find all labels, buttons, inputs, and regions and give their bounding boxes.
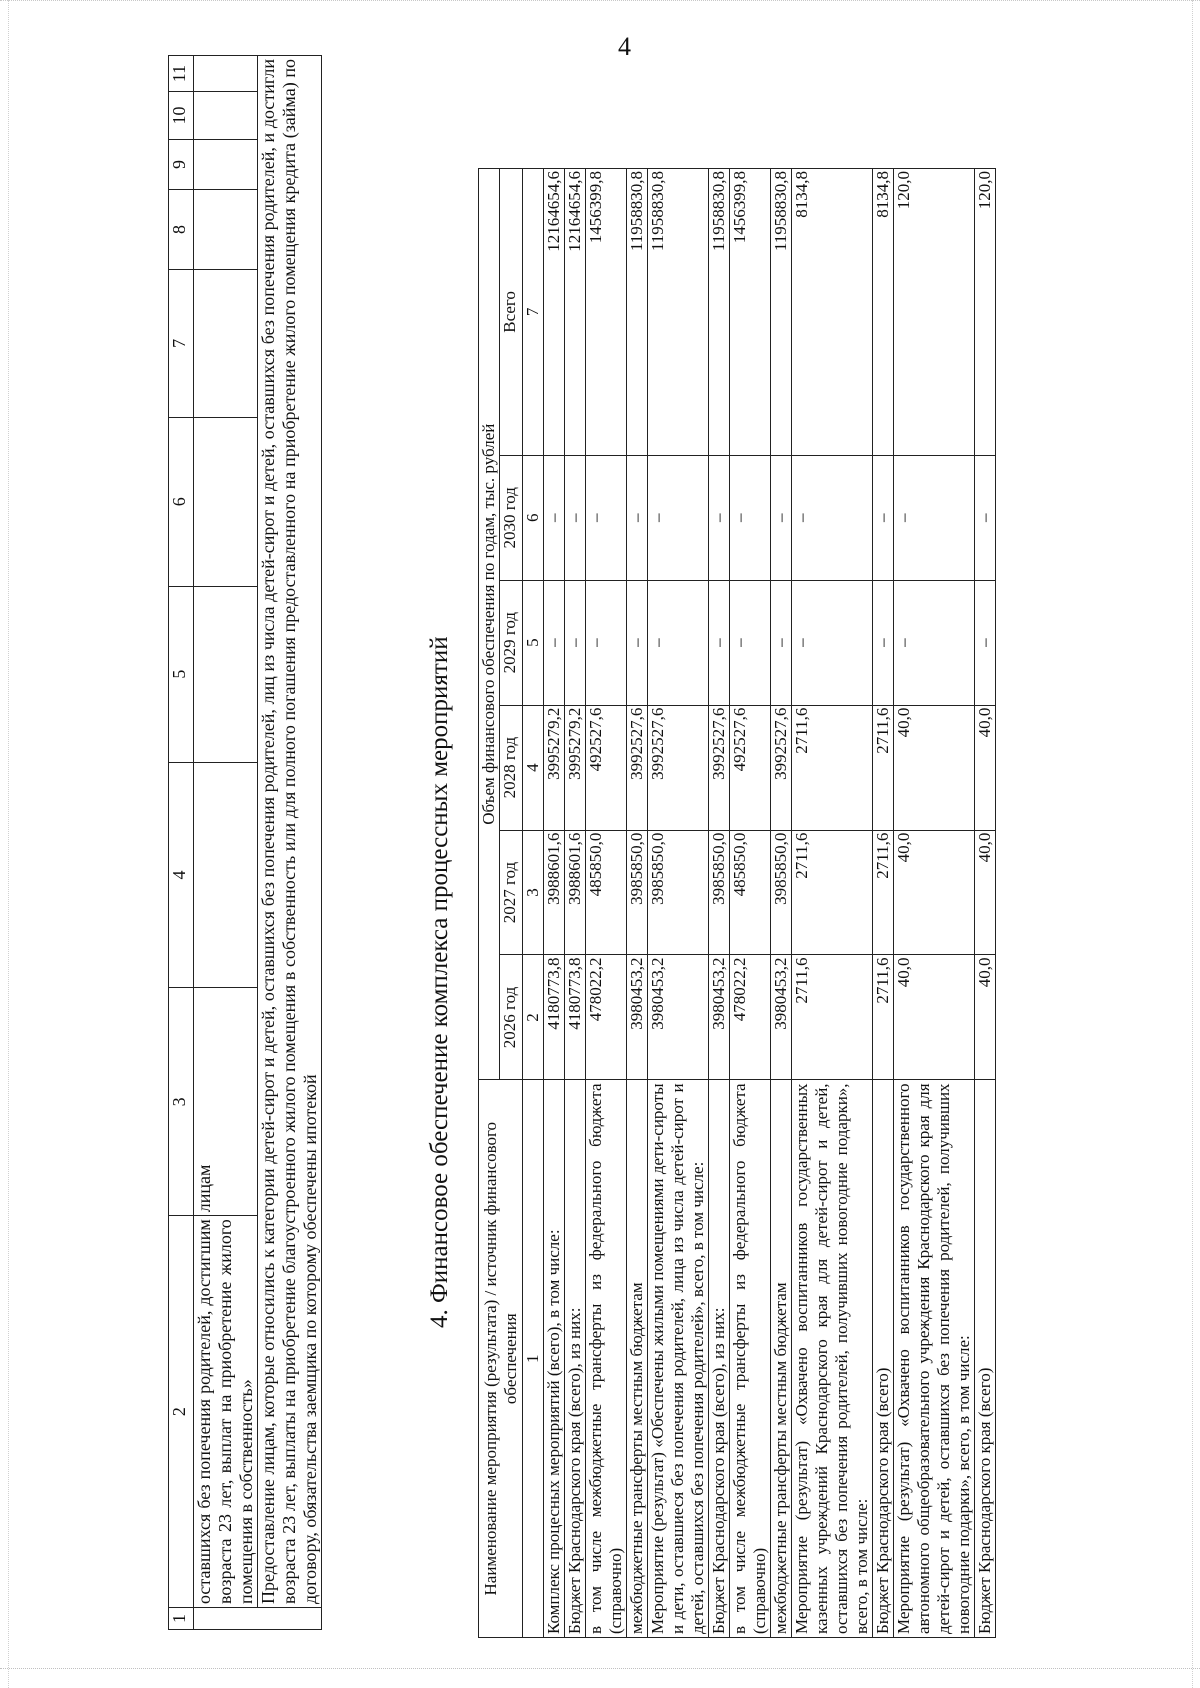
row-value: 3988601,6 — [544, 830, 565, 955]
scan-edge-left — [8, 0, 10, 1688]
row-value: – — [648, 580, 709, 705]
table-cell — [194, 189, 258, 269]
col-num: 9 — [169, 140, 194, 190]
row-value: 3985850,0 — [709, 830, 730, 955]
row-value: 40,0 — [975, 955, 996, 1080]
col-index: 4 — [523, 705, 544, 830]
row-value: 3995279,2 — [544, 705, 565, 830]
row-value: 8134,8 — [792, 169, 873, 456]
table-row — [586, 169, 627, 1638]
row-value: 11958830,8 — [648, 169, 709, 456]
table-row — [544, 169, 565, 1638]
row-value: 2711,6 — [873, 830, 894, 955]
row-value: – — [873, 580, 894, 705]
row-value: 2711,6 — [792, 830, 873, 955]
col-num: 11 — [169, 56, 194, 92]
col-index: 6 — [523, 455, 544, 580]
row-value: 3992527,6 — [627, 705, 648, 830]
table-row — [709, 169, 730, 1638]
table-row — [873, 169, 894, 1638]
table-row — [648, 169, 709, 1638]
row-value: 478022,2 — [586, 955, 627, 1080]
row-value: 40,0 — [894, 830, 975, 955]
row-value: 3980453,2 — [648, 955, 709, 1080]
row-name: Бюджет Краснодарского края (всего), из них: — [709, 1080, 730, 1638]
year-header: 2026 год — [500, 955, 523, 1080]
row-value: – — [771, 455, 792, 580]
table-cell — [194, 586, 258, 762]
row-value: 4180773,8 — [544, 955, 565, 1080]
col-num: 1 — [169, 1608, 194, 1630]
section-title: 4. Финансовое обеспечение комплекса процессных мероприятий — [426, 636, 453, 1328]
table-cell — [194, 1608, 322, 1630]
row-name: межбюджетные трансферты местным бюджетам — [627, 1080, 648, 1638]
row-value: – — [730, 580, 771, 705]
table-row — [194, 56, 258, 1630]
row-name: Комплекс процесных мероприятий (всего), в том числе: — [544, 1080, 565, 1638]
row-value: 3980453,2 — [627, 955, 648, 1080]
row-value: 478022,2 — [730, 955, 771, 1080]
row-value: – — [771, 580, 792, 705]
table-cell: лицам — [194, 988, 258, 1216]
row-name: Бюджет Краснодарского края (всего), из них: — [565, 1080, 586, 1638]
row-value: 11958830,8 — [627, 169, 648, 456]
col-num: 10 — [169, 92, 194, 140]
row-value: 120,0 — [975, 169, 996, 456]
col-index: 2 — [523, 955, 544, 1080]
col-num: 5 — [169, 586, 194, 762]
row-value: 11958830,8 — [709, 169, 730, 456]
col-num: 8 — [169, 189, 194, 269]
row-name: Мероприятие (результат) «Охвачено воспитанников государственного автономного общеобразовательного учреждения Краснодарского края для детей-сирот и детей, оставшихся без попечения родителей, получивших новогодние подарки», всего, в том числе: — [894, 1080, 975, 1638]
table-row — [730, 169, 771, 1638]
table-row — [565, 169, 586, 1638]
row-value: – — [565, 455, 586, 580]
table-row — [894, 169, 975, 1638]
header-volume: Объем финансового обеспечения по годам, тыс. рублей — [479, 169, 500, 1080]
table-row — [771, 169, 792, 1638]
row-value: 2711,6 — [792, 705, 873, 830]
row-value: 120,0 — [894, 169, 975, 456]
row-name: в том числе межбюджетные трансферты из федерального бюджета (справочно) — [730, 1080, 771, 1638]
rotated-page-content — [138, 0, 1178, 1638]
row-value: – — [792, 455, 873, 580]
year-header: 2029 год — [500, 580, 523, 705]
row-value: 2711,6 — [873, 955, 894, 1080]
row-name: в том числе межбюджетные трансферты из федерального бюджета (справочно) — [586, 1080, 627, 1638]
table-row — [627, 169, 648, 1638]
year-header: 2027 год — [500, 830, 523, 955]
row-value: 3985850,0 — [771, 830, 792, 955]
row-value: – — [894, 580, 975, 705]
row-value: – — [975, 580, 996, 705]
col-num: 7 — [169, 269, 194, 417]
financing-table — [478, 168, 996, 1638]
table-cell: оставшихся без попечения родителей, достигшим возраста 23 лет, выплат на приобретение жилого помещения в собственность» — [194, 1216, 258, 1608]
row-value: – — [709, 455, 730, 580]
row-value: 3992527,6 — [648, 705, 709, 830]
financing-table-body — [544, 169, 996, 1638]
col-index: 1 — [523, 1080, 544, 1638]
table-cell — [194, 92, 258, 140]
table-cell — [194, 417, 258, 586]
row-value: – — [873, 455, 894, 580]
row-value: 3995279,2 — [565, 705, 586, 830]
col-index: 5 — [523, 580, 544, 705]
col-num: 4 — [169, 762, 194, 988]
row-value: – — [586, 455, 627, 580]
row-name: Мероприятие (результат) «Охвачено воспитанников государственных казенных учреждений Краснодарского края для детей-сирот и детей, оставшихся без попечения родителей, получивших новогодние подарки», всего, в том числе: — [792, 1080, 873, 1638]
header-name: Наименование мероприятия (результата) / источник финансового обеспечения — [479, 1080, 523, 1638]
row-value: – — [709, 580, 730, 705]
row-name: межбюджетные трансферты местным бюджетам — [771, 1080, 792, 1638]
year-header: 2030 год — [500, 455, 523, 580]
col-num: 2 — [169, 1216, 194, 1608]
row-value: 485850,0 — [730, 830, 771, 955]
row-value: 3988601,6 — [565, 830, 586, 955]
continuation-table — [168, 55, 322, 1630]
row-value: 12164654,6 — [544, 169, 565, 456]
row-value: – — [792, 580, 873, 705]
row-name: Бюджет Краснодарского края (всего) — [873, 1080, 894, 1638]
row-value: – — [627, 455, 648, 580]
row-value: 11958830,8 — [771, 169, 792, 456]
page-number: 4 — [618, 32, 631, 61]
year-header: 2028 год — [500, 705, 523, 830]
index-row — [523, 169, 544, 1638]
table-row — [258, 56, 322, 1630]
row-value: 40,0 — [894, 705, 975, 830]
column-number-row — [169, 56, 194, 1630]
row-value: – — [894, 455, 975, 580]
header-row — [479, 169, 500, 1638]
row-value: 40,0 — [894, 955, 975, 1080]
row-value: 40,0 — [975, 705, 996, 830]
row-value: – — [544, 580, 565, 705]
table-cell — [194, 140, 258, 190]
row-value: – — [544, 455, 565, 580]
row-value: 3992527,6 — [771, 705, 792, 830]
row-value: 2711,6 — [792, 955, 873, 1080]
row-value: 1456399,8 — [730, 169, 771, 456]
row-value: – — [648, 455, 709, 580]
row-value: – — [565, 580, 586, 705]
row-value: 492527,6 — [730, 705, 771, 830]
col-num: 6 — [169, 417, 194, 586]
row-value: 3985850,0 — [648, 830, 709, 955]
col-index: 7 — [523, 169, 544, 456]
table-cell — [194, 56, 258, 92]
year-header: Всего — [500, 169, 523, 456]
row-value: 3992527,6 — [709, 705, 730, 830]
row-value: 8134,8 — [873, 169, 894, 456]
row-value: 4180773,8 — [565, 955, 586, 1080]
row-value: 3985850,0 — [627, 830, 648, 955]
row-value: 3980453,2 — [709, 955, 730, 1080]
row-name: Бюджет Краснодарского края (всего) — [975, 1080, 996, 1638]
row-value: – — [730, 455, 771, 580]
table-row — [792, 169, 873, 1638]
row-value: 2711,6 — [873, 705, 894, 830]
row-name: Мероприятие (результат) «Обеспечены жилыми помещениями дети-сироты и дети, оставшиеся без попечения родителей, лица из числа детей-сирот и детей, оставшихся без попечения родителей», всего, в том числе: — [648, 1080, 709, 1638]
col-num: 3 — [169, 988, 194, 1216]
scan-edge-right — [1192, 0, 1194, 1688]
row-value: 12164654,6 — [565, 169, 586, 456]
table-cell-wide: Предоставление лицам, которые относились к категории детей-сирот и детей, оставшихся без попечения родителей, лиц из числа детей-сирот и детей, оставшихся без попечения родителей, и достигли возраста 23 лет, выплаты на приобретение благоустроенного жилого помещения в собственность или для полного погашения предоставленного на приобретение жилого помещения кредита (займа) по договору, обязательства заемщика по которому обеспечены ипотекой — [258, 56, 322, 1608]
row-value: 1456399,8 — [586, 169, 627, 456]
row-value: – — [975, 455, 996, 580]
table-cell — [194, 269, 258, 417]
table-cell — [194, 762, 258, 988]
row-value: 492527,6 — [586, 705, 627, 830]
table-row — [975, 169, 996, 1638]
row-value: 3980453,2 — [771, 955, 792, 1080]
row-value: – — [627, 580, 648, 705]
scan-edge-bottom — [0, 1668, 1200, 1670]
col-index: 3 — [523, 830, 544, 955]
row-value: 40,0 — [975, 830, 996, 955]
row-value: – — [586, 580, 627, 705]
row-value: 485850,0 — [586, 830, 627, 955]
